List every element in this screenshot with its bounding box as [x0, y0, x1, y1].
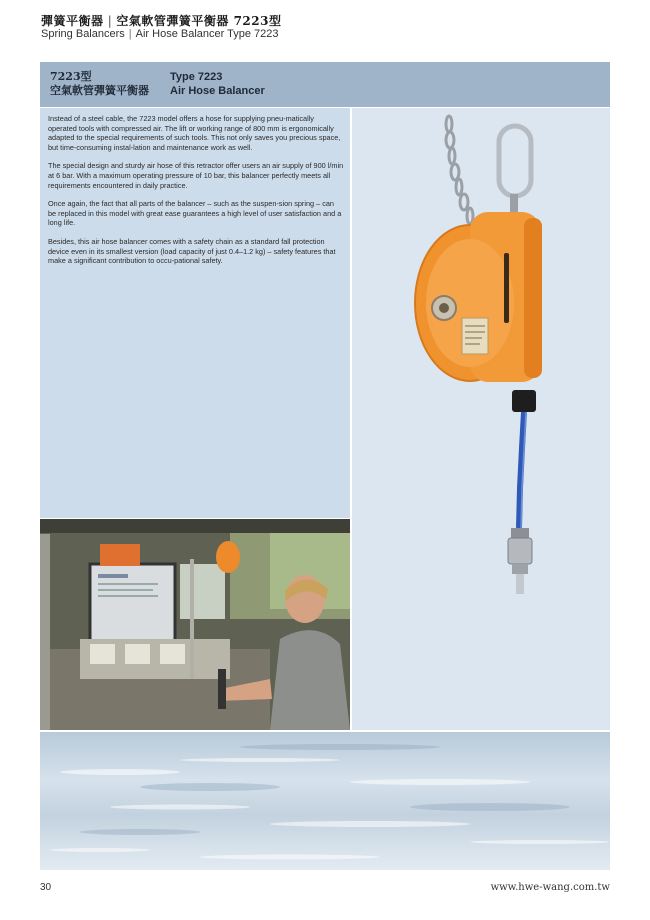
section-title-bar — [40, 62, 610, 107]
header-title-en: Spring Balancers | Air Hose Balancer Type 7223 — [41, 28, 279, 40]
page-number: 30 — [40, 882, 52, 893]
product-image-panel — [352, 108, 610, 730]
website-url: www.hwe-wang.com.tw — [490, 882, 610, 893]
water-surface-photo — [40, 732, 610, 870]
air-hose-balancer-photo — [352, 108, 610, 730]
description-panel — [40, 108, 350, 518]
paragraph: The special design and sturdy air hose of this retractor offer users an air supply of 900 l/min at 6 bar. With a maximum operating pressure of 10 bar, this balancer perfectly meets all requirements encountered in daily practice. — [48, 161, 344, 190]
section-title-en: Type 7223 Air Hose Balancer — [170, 71, 265, 97]
worker-at-assembly-station-photo — [40, 519, 350, 730]
paragraph: Instead of a steel cable, the 7223 model offers a hose for supplying pneu-matically operated tools with compressed air. The lift or working range of 800 mm is ergonomically adapted to the special requirements of such tools. This not only saves you precious space, but time-consuming instal-lation and maintenance work as well. — [48, 114, 341, 152]
paragraph: Besides, this air hose balancer comes with a safety chain as a standard fall protection device even in its smallest version (load capacity of just 0.4–1.2 kg) – safety features that make a significant contribution to occu-pational safety. — [48, 236, 336, 266]
paragraph: Once again, the fact that all parts of the balancer – such as the suspen-sion spring – can be replaced in this model with great ease guarantees a high level of user satisfaction and a long life. — [48, 199, 342, 228]
section-title-zh: 7223型 空氣軟管彈簧平衡器 — [50, 70, 149, 97]
header-title-zh: 彈簧平衡器 | 空氣軟管彈簧平衡器 7223型 — [41, 14, 282, 28]
description-text — [48, 114, 344, 275]
